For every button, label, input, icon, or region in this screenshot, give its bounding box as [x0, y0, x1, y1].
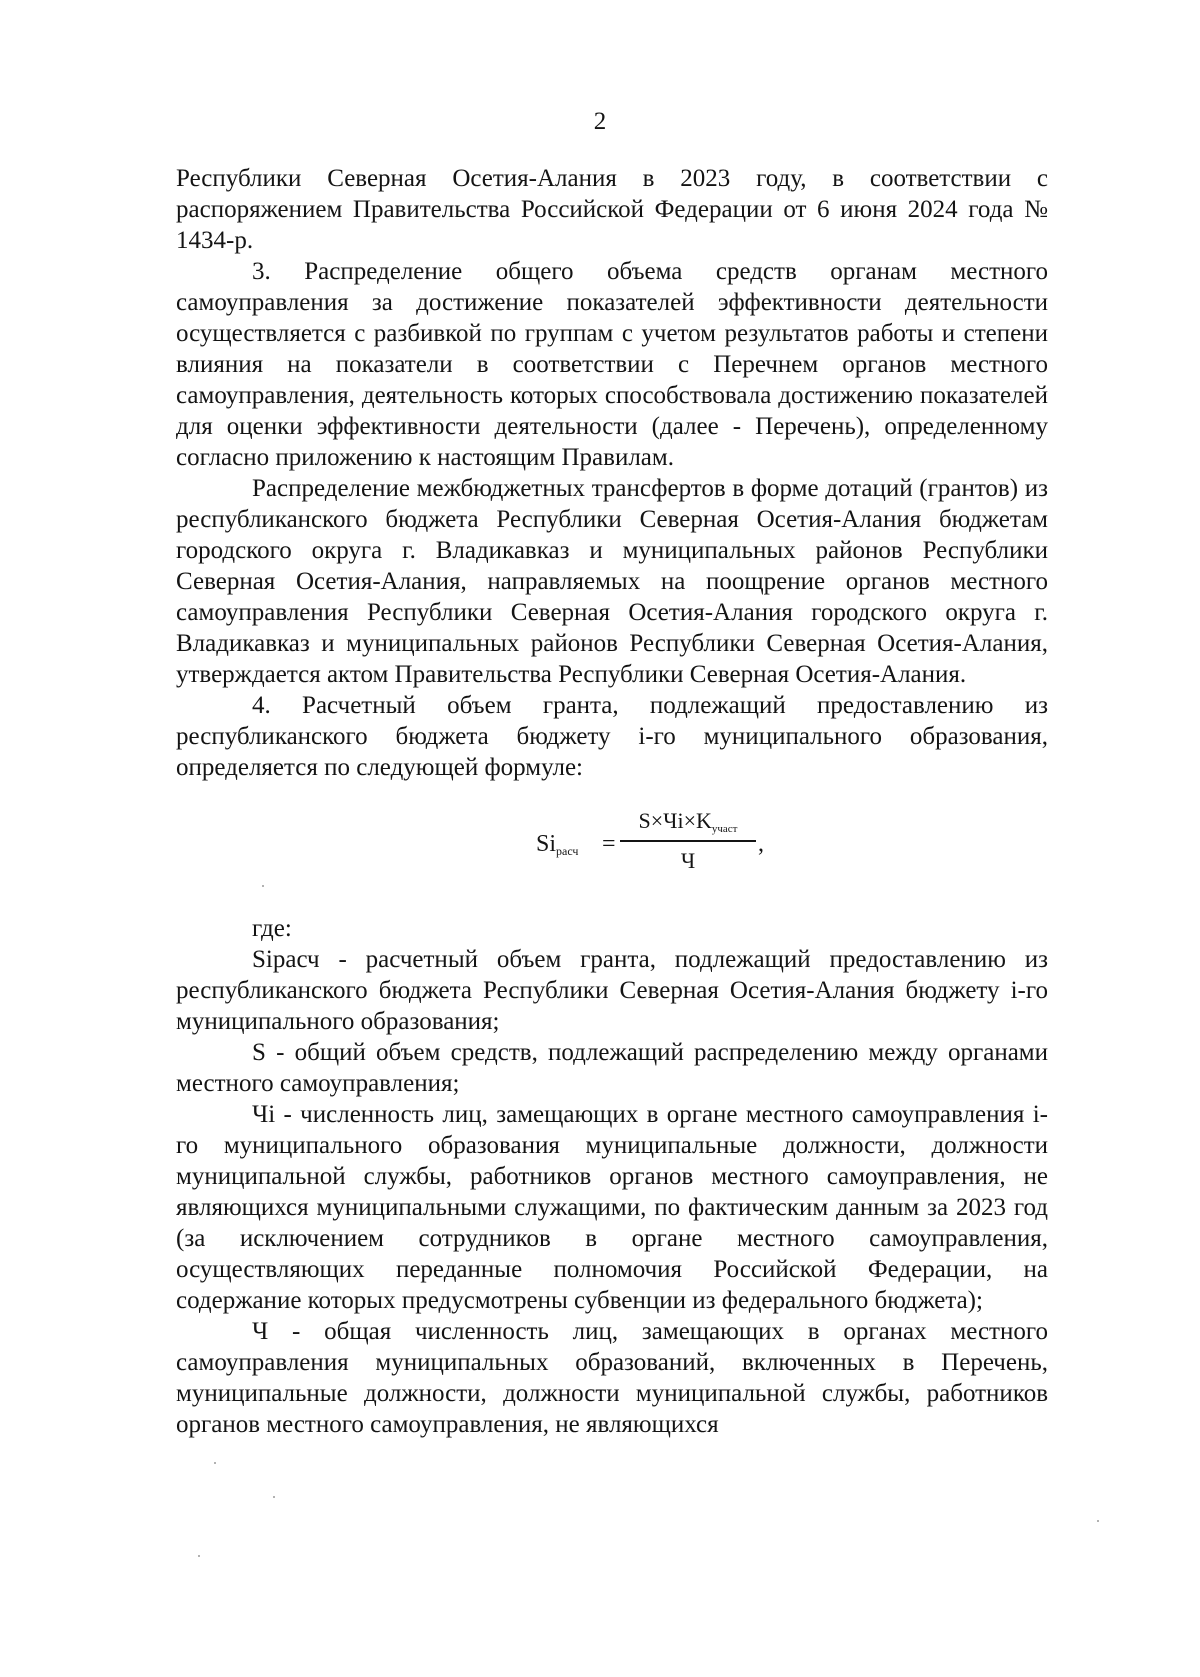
- scan-speck: [262, 885, 264, 887]
- paragraph-continuation: Республики Северная Осетия-Алания в 2023 году, в соответствии с распоряжением Правительства Российской Федерации от 6 июня 2024 года № 1434-р.: [176, 165, 1048, 254]
- scan-speck: [214, 1462, 216, 1464]
- paragraph-item-4: 4. Расчетный объем гранта, подлежащий предоставлению из республиканского бюджета бюджету i-го муниципального образования, определяется по следующей формуле:: [176, 692, 1048, 781]
- paragraph-item-3: 3. Распределение общего объема средств органам местного самоуправления за достижение показателей эффективности деятельности осуществляется с разбивкой по группам с учетом результатов работы и степени влияния на показатели в соответствии с Перечнем органов местного самоуправления, деятельность которых способствовала достижению показателей для оценки эффективности деятельности (далее - Перечень), определенному согласно приложению к настоящим Правилам.: [176, 258, 1048, 471]
- definition-ch: Ч - общая численность лиц, замещающих в органах местного самоуправления муниципальных образований, включенных в Перечень, муниципальные должности, должности муниципальной службы, работников органов местного самоуправления, не являющихся: [176, 1318, 1048, 1438]
- formula-equals: =: [602, 831, 616, 857]
- document-body: [176, 163, 1048, 1440]
- scan-speck: [1097, 1520, 1099, 1522]
- definition-chi: Чі - численность лиц, замещающих в органе местного самоуправления і-го муниципального образования муниципальные должности, должности муниципальной службы, работников органов местного самоуправления, не являющихся муниципальными служащими, по фактическим данным за 2023 год (за исключением сотрудников в органе местного самоуправления, осуществляющих переданные полномочия Российской Федерации, на содержание которых предусмотрены субвенции из федерального бюджета);: [176, 1101, 1048, 1314]
- formula-lhs: $Si_{расч}$: [536, 831, 579, 858]
- paragraph-distribution: Распределение межбюджетных трансфертов в форме дотаций (грантов) из республиканского бюджета Республики Северная Осетия-Алания бюджетам городского округа г. Владикавказ и муниципальных районов Республики Северная Осетия-Алания, направляемых на поощрение органов местного самоуправления Республики Северная Осетия-Алания городского округа г. Владикавказ и муниципальных районов Республики Северная Осетия-Алания, утверждается актом Правительства Республики Северная Осетия-Алания.: [176, 475, 1048, 688]
- definition-si-rasch: Sірасч - расчетный объем гранта, подлежащий предоставлению из республиканского бюджета Республики Северная Осетия-Алания бюджету і-го муниципального образования;: [176, 946, 1048, 1035]
- definition-s: S - общий объем средств, подлежащий распределению между органами местного самоуправления;: [176, 1039, 1048, 1097]
- scan-speck: [273, 1496, 275, 1498]
- paragraph-where: где:: [252, 915, 292, 942]
- formula-fraction-bar: [620, 840, 756, 842]
- page-number: 2: [593, 108, 607, 135]
- formula-comma: ,: [758, 831, 764, 857]
- scan-speck: [198, 1555, 200, 1557]
- formula-denominator: Ч: [680, 848, 696, 873]
- formula-numerator: $S\times Чi\times K_{участ}$: [638, 808, 738, 835]
- grant-formula: [176, 809, 1048, 881]
